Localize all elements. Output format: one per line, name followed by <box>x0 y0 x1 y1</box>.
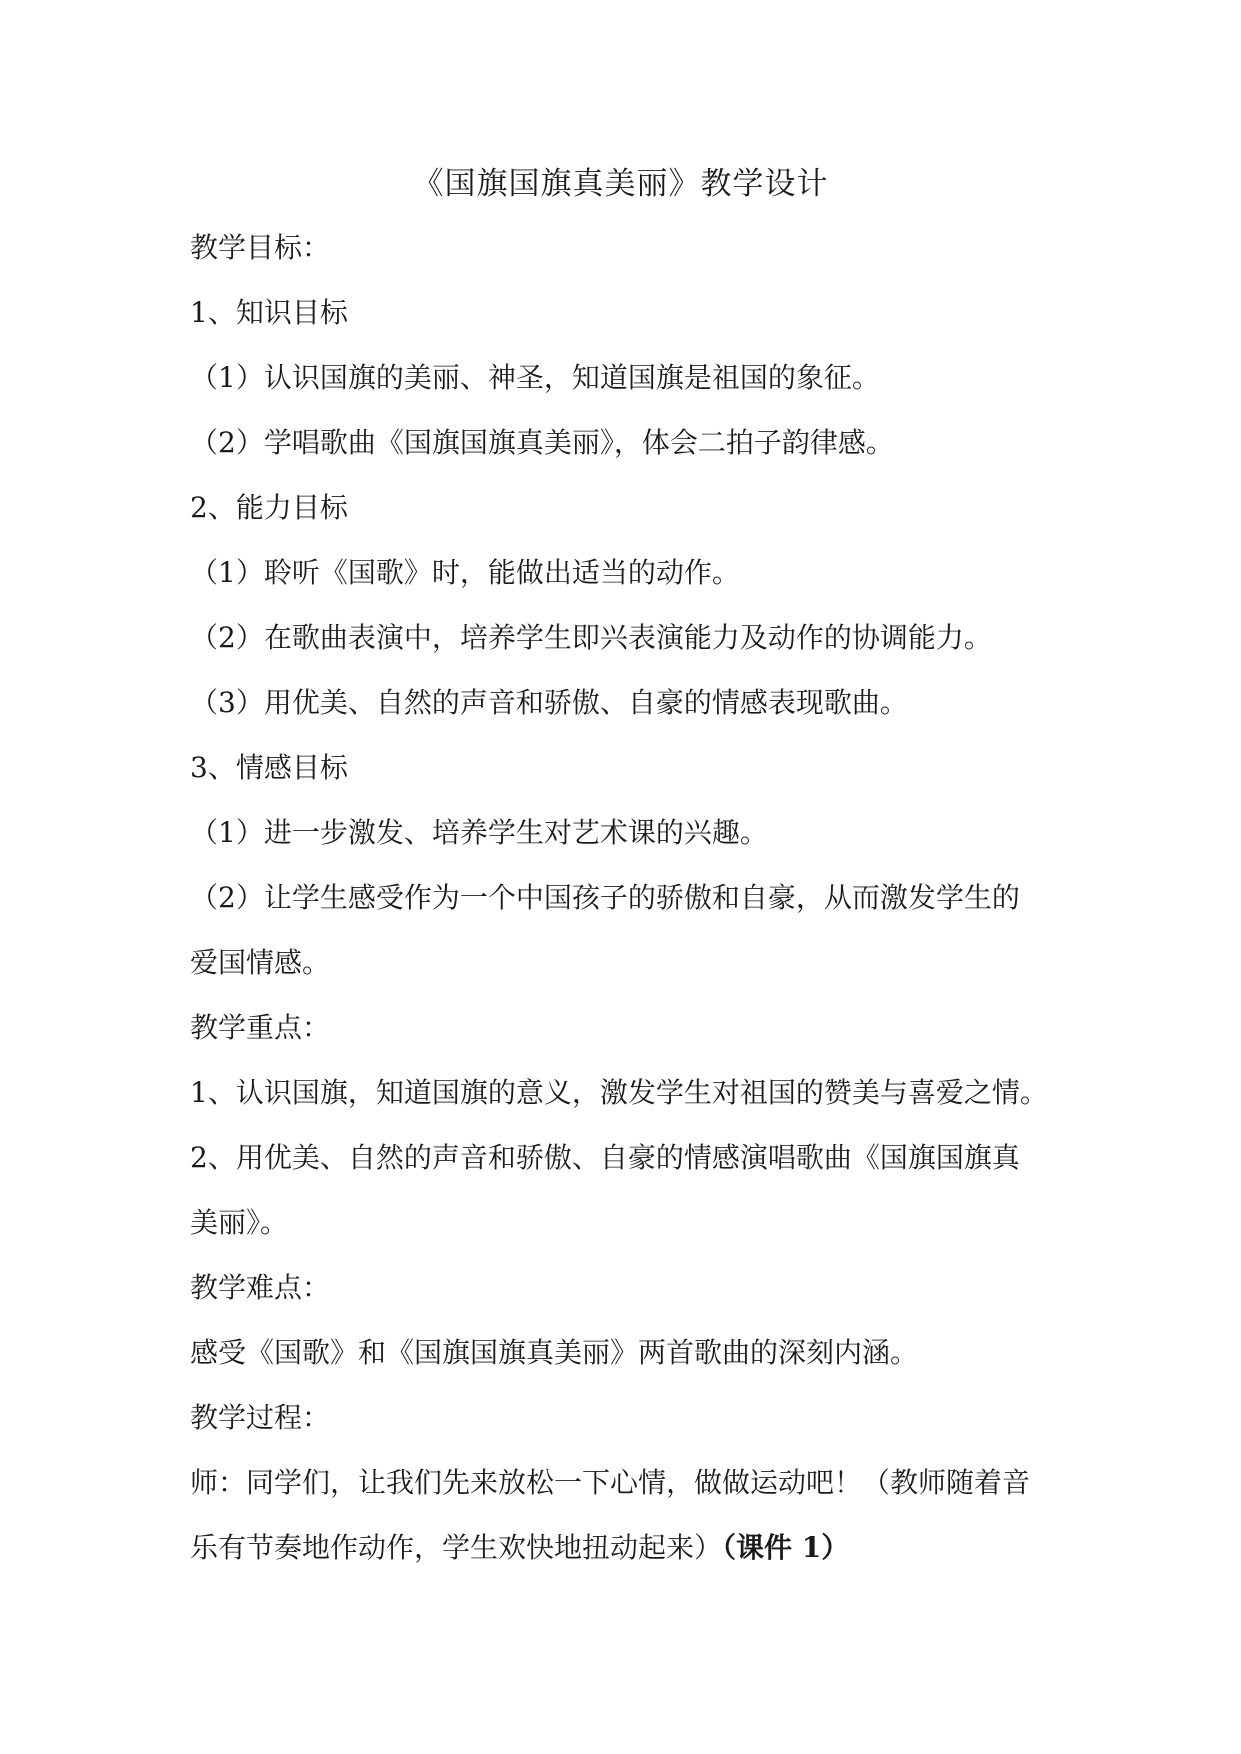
paragraph-line: 美丽》。 <box>190 1206 289 1239</box>
paragraph-line: 师：同学们，让我们先来放松一下心情，做做运动吧！（教师随着音 <box>190 1466 1031 1499</box>
paragraph-line: 1、认识国旗，知道国旗的意义，激发学生对祖国的赞美与喜爱之情。 <box>190 1076 1048 1109</box>
paragraph-line: 2、用优美、自然的声音和骄傲、自豪的情感演唱歌曲《国旗国旗真 <box>190 1141 1020 1174</box>
paragraph-line: （1）聆听《国歌》时，能做出适当的动作。 <box>190 556 740 589</box>
paragraph-line: （2）学唱歌曲《国旗国旗真美丽》，体会二拍子韵律感。 <box>190 426 894 459</box>
paragraph-line: （2）让学生感受作为一个中国孩子的骄傲和自豪，从而激发学生的 <box>190 881 1020 914</box>
paragraph-line: （1）进一步激发、培养学生对艺术课的兴趣。 <box>190 816 768 849</box>
paragraph-text: 乐有节奏地作动作，学生欢快地扭动起来） <box>190 1531 723 1564</box>
section-heading-key-points: 教学重点： <box>190 1011 331 1044</box>
paragraph-line-last <box>190 1522 1065 1587</box>
section-heading-process: 教学过程： <box>190 1401 331 1434</box>
paragraph-line: （3）用优美、自然的声音和骄傲、自豪的情感表现歌曲。 <box>190 686 908 719</box>
paragraph-line: （1）认识国旗的美丽、神圣，知道国旗是祖国的象征。 <box>190 361 880 394</box>
section-heading-objectives: 教学目标： <box>190 231 331 264</box>
paragraph-line: 感受《国歌》和《国旗国旗真美丽》两首歌曲的深刻内涵。 <box>190 1336 919 1369</box>
paragraph-line: （2）在歌曲表演中，培养学生即兴表演能力及动作的协调能力。 <box>190 621 992 654</box>
courseware-label: （课件 1） <box>722 1531 850 1564</box>
section-heading-difficulties: 教学难点： <box>190 1271 331 1304</box>
subheading-emotion: 3、情感目标 <box>190 751 348 784</box>
paragraph-line: 爱国情感。 <box>190 946 331 979</box>
document-body <box>190 222 1065 1587</box>
document-title: 《国旗国旗真美丽》教学设计 <box>412 166 829 202</box>
subheading-ability: 2、能力目标 <box>190 491 348 524</box>
subheading-knowledge: 1、知识目标 <box>190 296 348 329</box>
